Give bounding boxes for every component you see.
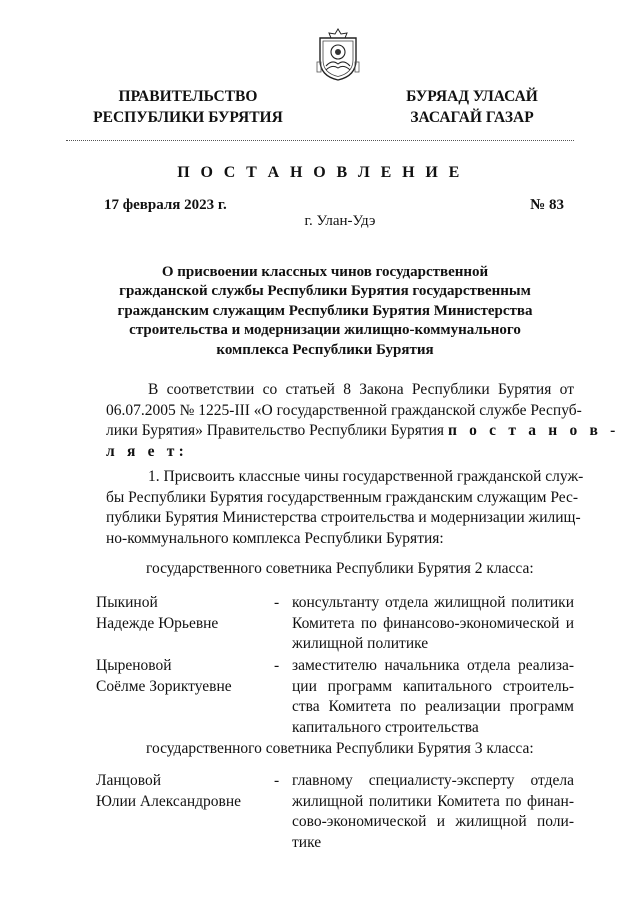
appointee-name	[96, 656, 266, 697]
name-line: Цыреновой	[96, 657, 172, 674]
appointee-position	[292, 656, 574, 738]
name-line: Ланцовой	[96, 772, 161, 789]
position-line: заместителю начальника отдела реализа-	[292, 657, 574, 674]
preamble-text: лики Бурятия» Правительство Республики Бурятия	[106, 422, 445, 440]
subject-line: гражданским служащим Республики Бурятия Министерства	[117, 302, 533, 319]
name-line: Пыкиной	[96, 594, 158, 611]
appointee-position	[292, 771, 574, 853]
preamble-line: В соответствии со статьей 8 Закона Республики Бурятия от	[148, 381, 574, 398]
resolves-word: п о с т а н о в -	[447, 422, 620, 440]
position-line: тике	[292, 833, 322, 851]
resolves-word-end: л я е т:	[106, 442, 188, 460]
position-line: Комитета по финансово-экономической и	[292, 614, 574, 632]
preamble-line: 06.07.2005 № 1225-III «О государственной гражданской службе Респуб-	[106, 401, 582, 419]
document-city: г. Улан-Удэ	[304, 213, 376, 229]
subject-line: комплекса Республики Бурятия	[216, 341, 434, 358]
position-line: ства Комитета по реализации программ	[292, 698, 574, 716]
header-left-line-2: РЕСПУБЛИКИ БУРЯТИЯ	[93, 109, 283, 126]
entry-dash: -	[274, 657, 280, 674]
document-type: П О С Т А Н О В Л Е Н И Е	[177, 164, 463, 181]
government-name-ru	[88, 86, 288, 128]
entry-dash: -	[274, 594, 280, 611]
name-line: Соёлме Зориктуевне	[96, 677, 232, 695]
position-line: главному специалисту-эксперту отдела	[292, 772, 574, 789]
document-date: 17 февраля 2023 г.	[104, 197, 227, 213]
point-1-line: 1. Присвоить классные чины государственной гражданской служ-	[148, 468, 584, 485]
position-line: жилищной политики Комитета по финан-	[292, 792, 574, 810]
document-number: № 83	[530, 197, 564, 213]
document-subject	[110, 263, 540, 360]
entry-dash: -	[274, 772, 280, 789]
header-divider	[66, 140, 574, 141]
name-line: Юлии Александровне	[96, 792, 242, 810]
preamble-line	[106, 442, 574, 463]
point-1-line: но-коммунального комплекса Республики Бурятия:	[106, 529, 444, 547]
header-right-line-1: БУРЯАД УЛАСАЙ	[406, 88, 538, 105]
appointee-name	[96, 771, 266, 812]
position-line: сово-экономической и жилищной поли-	[292, 813, 574, 831]
preamble-paragraph	[106, 380, 620, 462]
subject-line: гражданской службы Республики Бурятия государственным	[119, 283, 531, 300]
position-line: жилищной политике	[292, 635, 429, 653]
preamble-line	[106, 421, 620, 442]
point-1-line: публики Бурятия Министерства строительства и модернизации жилищ-	[106, 509, 581, 527]
name-line: Надежде Юрьевне	[96, 614, 219, 632]
buryatia-coat-of-arms-icon	[314, 26, 362, 82]
header-right-line-2: ЗАСАГАЙ ГАЗАР	[410, 109, 534, 126]
position-line: ции программ капитального строитель-	[292, 677, 574, 695]
subject-line: О присвоении классных чинов государственной	[161, 264, 489, 280]
point-1-line: бы Республики Бурятия государственным гражданским служащим Рес-	[106, 488, 579, 506]
appointee-position	[292, 593, 574, 655]
government-name-bua	[392, 86, 552, 128]
position-line: консультанту отдела жилищной политики	[292, 594, 574, 611]
class-3-heading: государственного советника Республики Бурятия 3 класса:	[146, 740, 534, 757]
appointee-name	[96, 593, 266, 634]
header-left-line-1: ПРАВИТЕЛЬСТВО	[118, 88, 258, 105]
point-1-paragraph	[106, 467, 584, 549]
position-line: капитального строительства	[292, 718, 479, 736]
subject-line: строительства и модернизации жилищно-коммунального	[129, 322, 521, 339]
class-2-heading: государственного советника Республики Бурятия 2 класса:	[146, 560, 534, 577]
